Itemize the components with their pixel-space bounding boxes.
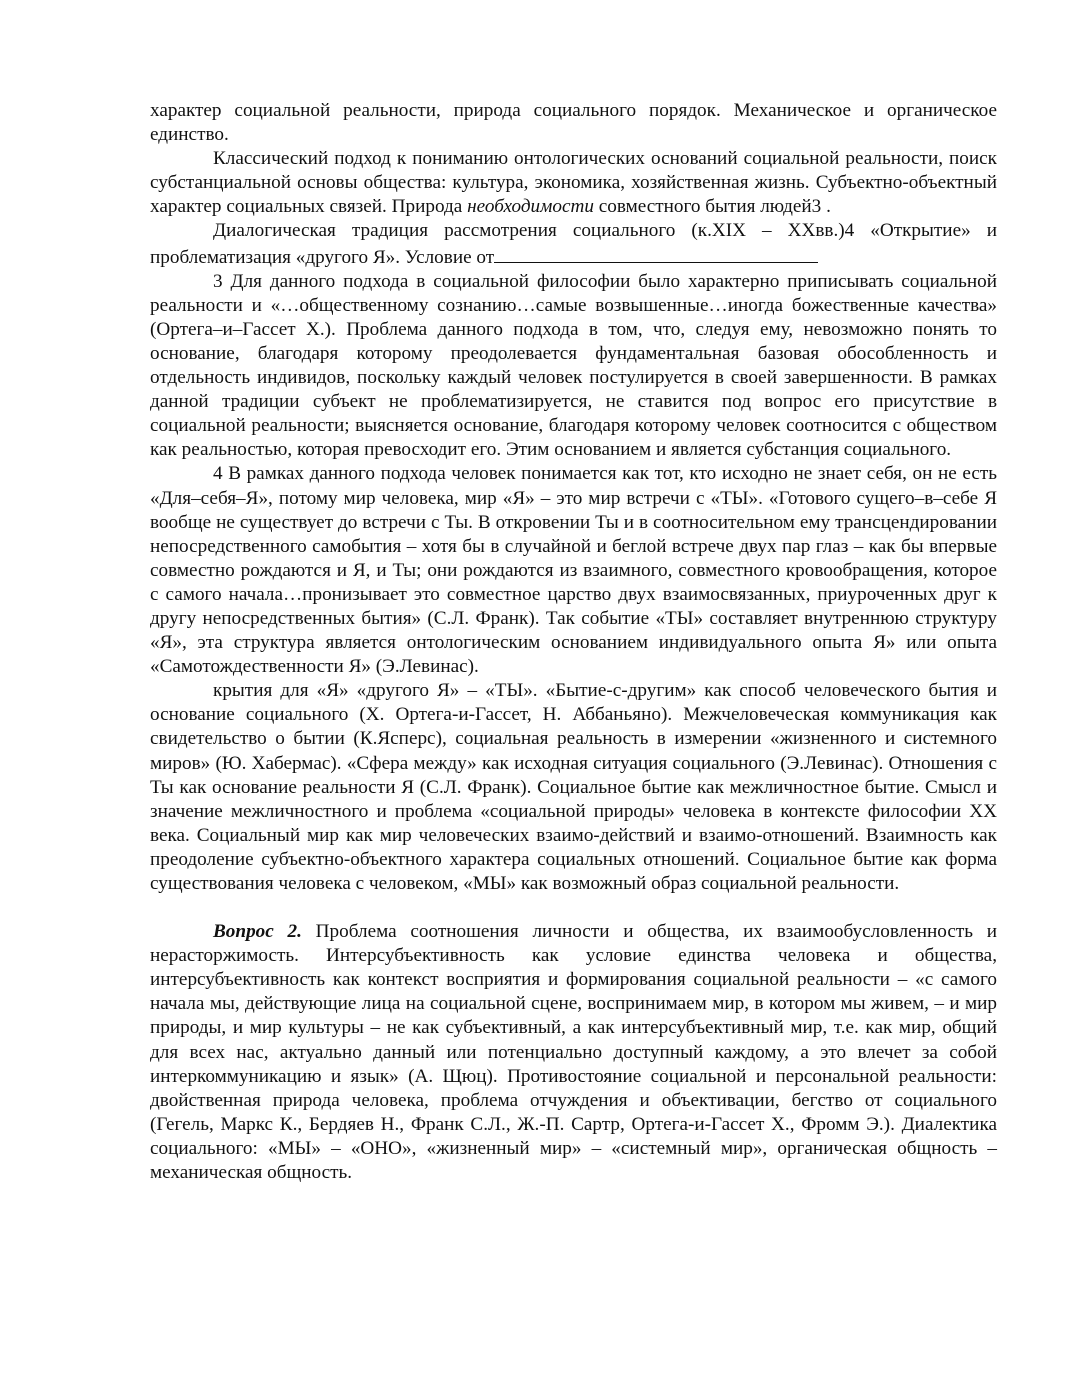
paragraph-text: Классический подход к пониманию онтологических оснований социальной реальности, поиск субстанциальной основы общества: культура, экономика, хозяйственная жизнь. Субъектно-объектный характер социальных связей. Природа <box>150 148 997 218</box>
footnote-3: 3 Для данного подхода в социальной философии было характерно приписывать социальной реальности и «…общественному сознанию…самые возвышенные…иногда божественные качества» (Ортега–и–Гассет Х.). Проблема данного подхода в том, что, следуя ему, невозможно понять то основание, благодаря которому преодолевается фундаментальная базовая обособленность и отдельность индивидов, поскольку каждый человек постулируется в своей завершенности. В рамках данной традиции субъект не проблематизируется, не ставится под вопрос его присутствие в социальной реальности; выясняется основание, благодаря которому человек соотносится с обществом как реальностью, которая превосходит его. Этим основанием и является субстанция социального. <box>150 270 997 461</box>
paragraph-dialogical-continuation: крытия для «Я» «другого Я» – «ТЫ». «Бытие-с-другим» как способ человеческого бытия и основание социального (Х. Ортега-и-Гассет, Н. Аббаньяно). Межчеловеческая коммуникация как свидетельство о бытии (К.Ясперс), социальная реальность в измерении «жизненного и системного миров» (Ю. Хабермас). «Сфера между» как исходная ситуация социального (Э.Левинас). Отношения с Ты как основание реальности Я (С.Л. Франк). Социальное бытие как межличностное бытие. Смысл и значение межличностного и проблема «социальной природы» человека в контексте философии ХХ века. Социальный мир как мир человеческих взаимо-действий и взаимо-отношений. Взаимность как преодоление субъектно-объектного характера социальных отношений. Социальное бытие как форма существования человека с человеком, «МЫ» как возможный образ социальной реальности. <box>150 680 997 894</box>
fill-in-blank-line <box>494 244 818 263</box>
paragraph-text: Диалогическая традиция рассмотрения социального (к.XIX – XXвв.)4 «Открытие» и проблематизация «другого Я». Условие от <box>150 220 997 268</box>
paragraph-classical-approach <box>150 147 997 219</box>
footnote-4: 4 В рамках данного подхода человек понимается как тот, кто исходно не знает себя, он не есть «Для–себя–Я», потому мир человека, мир «Я» – это мир встречи с «ТЫ». «Готового сущего–в–себе Я вообще не существует до встречи с Ты. В откровении Ты и в соотносительном ему трансцендировании непосредственного самобытия – хотя бы в случайной и беглой встрече двух пар глаз – как бы впервые совместно рождаются и Я, и Ты; они рождаются из взаимного, совместного кровообращения, которое с самого начала…пронизывает это совместное царство двух взаимосвязанных, приуроченных друг к другу непосредственных бытия» (С.Л. Франк). Так событие «ТЫ» составляет внутреннюю структуру «Я», эта структура является онтологическим основанием индивидуального опыта Я» или опыта «Самотождественности Я» (Э.Левинас). <box>150 463 997 678</box>
paragraph-continuation: характер социальной реальности, природа социального порядок. Механическое и органическое единство. <box>150 100 997 146</box>
document-page <box>150 99 997 1185</box>
paragraph-dialogical-tradition <box>150 219 997 269</box>
question-2-paragraph <box>150 920 997 1185</box>
paragraph-text: совместного бытия людей3 . <box>593 196 831 218</box>
paragraph-text: Проблема соотношения личности и общества, их взаимообусловленность и нерасторжимость. Интерсубъективность как условие единства человека и общества, интерсубъективность как контекст восприятия и формирования социальной реальности – «с самого начала мы, действующие лица на социальной сцене, воспринимаем мир, в котором мы живем, – и мир природы, и мир культуры – не как субъективный, а как интерсубъективный мир, т.е. как мир, общий для всех нас, актуально данный или потенциально доступный каждому, а это влечет за собой интеркоммуникацию и язык» (А. Щюц). Противостояние социальной и персональной реальности: двойственная природа человека, проблема отчуждения и объективации, бегство от социального (Гегель, Маркс К., Бердяев Н., Франк С.Л., Ж.-П. Сартр, Ортега-и-Гассет Х., Фромм Э.). Диалектика социального: «МЫ» – «ОНО», «жизненный мир» – «системный мир», органическая общность – механическая общность. <box>150 921 997 1184</box>
question-2-label: Вопрос 2. <box>213 921 302 943</box>
emphasis-word: необходимости <box>467 196 594 218</box>
